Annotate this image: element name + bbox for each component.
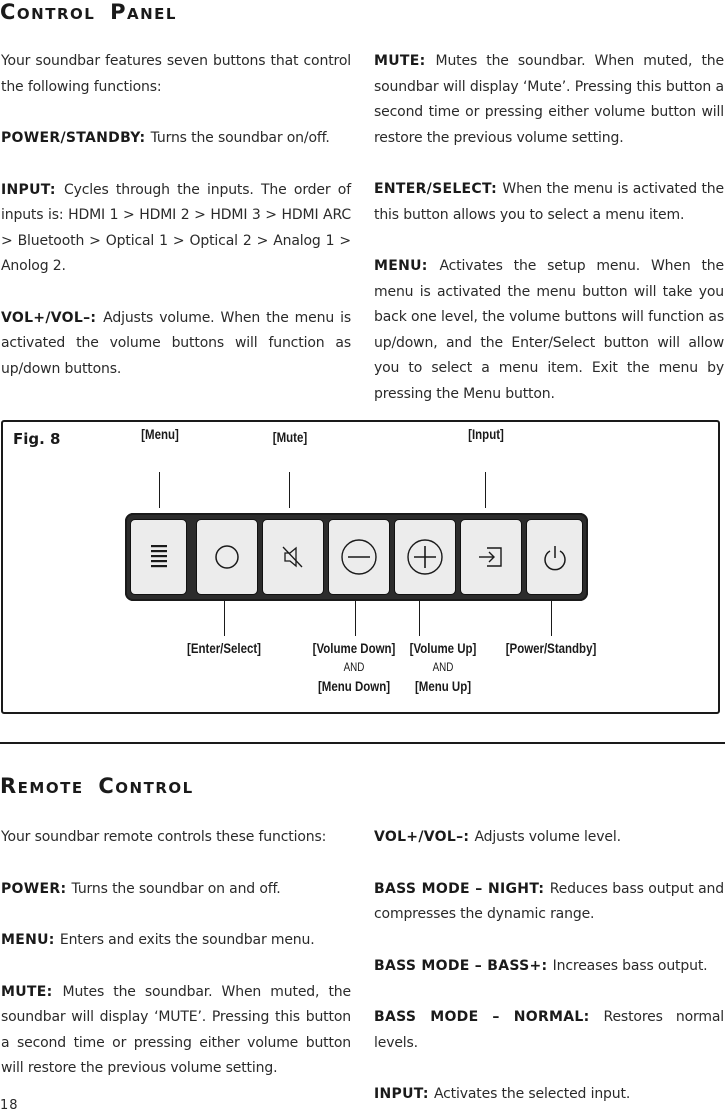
remote-mute-text: Mutes the soundbar. When muted, the soundbar will display ‘MUTE’. Pressing this button a second time or pressing either volume button will restore the previous volume setting. <box>1 983 351 1076</box>
enter-select-paragraph <box>374 177 724 228</box>
leader-volume-down <box>355 600 356 636</box>
remote-bass-night-paragraph <box>374 877 724 928</box>
enter-select-button[interactable] <box>196 519 258 595</box>
remote-input-term: INPUT: <box>374 1086 429 1102</box>
volume-paragraph <box>1 306 351 383</box>
remote-volume-text: Adjusts volume level. <box>474 829 621 845</box>
speaker-mute-icon <box>280 544 306 570</box>
remote-power-text: Turns the soundbar on and off. <box>71 880 281 897</box>
remote-input-text: Activates the selected input. <box>433 1086 631 1102</box>
remote-mute-term: MUTE: <box>1 983 53 1000</box>
volume-down-button[interactable] <box>328 519 390 595</box>
callout-volume-down: [Volume Down] <box>312 640 396 656</box>
remote-intro-paragraph <box>1 825 351 851</box>
callout-mute: [Mute] <box>272 429 308 445</box>
remote-bass-normal-paragraph <box>374 1005 724 1056</box>
remote-bass-night-text: Reduces bass output and compresses the dynamic range. <box>374 880 724 922</box>
remote-volume-term: VOL+/VOL–: <box>374 829 470 845</box>
enter-select-term: ENTER/SELECT: <box>374 181 497 197</box>
volume-up-button[interactable] <box>394 519 456 595</box>
remote-menu-paragraph <box>1 928 351 954</box>
menu-paragraph <box>374 254 724 407</box>
mute-term: MUTE: <box>374 53 426 69</box>
leader-input <box>485 472 486 508</box>
section-divider <box>0 742 725 744</box>
figure-label: Fig. 8 <box>13 430 61 448</box>
leader-mute <box>289 472 290 508</box>
callout-power-standby: [Power/Standby] <box>505 640 597 656</box>
callout-enter-select: [Enter/Select] <box>186 640 262 656</box>
input-term: INPUT: <box>1 181 56 198</box>
callout-menu-up: [Menu Up] <box>414 678 472 694</box>
callout-volume-down-and: AND <box>343 660 365 674</box>
callout-menu-down: [Menu Down] <box>317 678 391 694</box>
remote-intro-text: Your soundbar remote controls these functions: <box>1 829 327 845</box>
remote-bass-normal-term: BASS MODE – NORMAL: <box>374 1009 590 1025</box>
circle-icon <box>214 544 240 570</box>
input-paragraph <box>1 178 351 280</box>
power-standby-term: POWER/STANDBY: <box>1 130 146 146</box>
enter-select-text: When the menu is activated the this button allows you to select a menu item. <box>374 181 724 223</box>
plus-icon <box>406 538 444 576</box>
remote-input-paragraph <box>374 1082 724 1108</box>
soundbar-control-panel <box>125 513 588 601</box>
control-panel-left-column <box>1 49 351 382</box>
callout-menu: [Menu] <box>141 426 179 442</box>
power-standby-text: Turns the soundbar on/off. <box>150 130 330 146</box>
control-panel-heading: Control Panel <box>0 0 177 24</box>
callout-volume-up-group <box>400 638 485 697</box>
figure-8 <box>1 420 720 714</box>
remote-control-right-column <box>374 825 724 1108</box>
power-icon <box>542 543 568 571</box>
remote-menu-term: MENU: <box>1 932 55 948</box>
volume-text: Adjusts volume. When the menu is activated the volume buttons will function as up/down buttons. <box>1 309 351 377</box>
mute-paragraph <box>374 49 724 151</box>
remote-volume-paragraph <box>374 825 724 851</box>
menu-button[interactable] <box>130 519 187 595</box>
control-panel-right-column <box>374 49 724 407</box>
leader-power-standby <box>551 600 552 636</box>
page-number: 18 <box>0 1098 19 1113</box>
leader-menu <box>159 472 160 508</box>
remote-bass-night-term: BASS MODE – NIGHT: <box>374 880 545 897</box>
minus-icon <box>340 538 378 576</box>
power-standby-button[interactable] <box>526 519 583 595</box>
intro-paragraph <box>1 49 351 100</box>
remote-mute-paragraph <box>1 980 351 1082</box>
input-text: Cycles through the inputs. The order of inputs is: HDMI 1 > HDMI 2 > HDMI 3 > HDMI ARC > Bluetooth > Optical 1 > Optical 2 > Analog 1 > Anolog 2. <box>1 181 351 274</box>
leader-volume-up <box>419 600 420 636</box>
power-standby-paragraph <box>1 126 351 152</box>
mute-text: Mutes the soundbar. When muted, the soundbar will display ‘Mute’. Pressing this button a second time or pressing either volume button will restore the previous volume setting. <box>374 53 724 146</box>
remote-control-heading: Remote Control <box>0 774 194 798</box>
callout-input: [Input] <box>468 426 504 442</box>
remote-bass-plus-term: BASS MODE – BASS+: <box>374 957 548 974</box>
input-button[interactable] <box>460 519 522 595</box>
remote-power-term: POWER: <box>1 880 67 897</box>
remote-bass-plus-paragraph <box>374 954 724 980</box>
menu-text: Activates the setup menu. When the menu is activated the menu button will take you back one level, the volume buttons will function as up/down, and the Enter/Select button will allow you to select a menu item. Exit the menu by pressing the Menu button. <box>374 258 724 402</box>
remote-bass-normal-text: Restores normal levels. <box>374 1009 724 1051</box>
remote-menu-text: Enters and exits the soundbar menu. <box>59 932 315 948</box>
callout-volume-down-group <box>302 638 405 697</box>
input-arrow-icon <box>477 544 505 570</box>
callout-volume-up-and: AND <box>432 660 454 674</box>
callout-volume-up: [Volume Up] <box>409 640 477 656</box>
mute-button[interactable] <box>262 519 324 595</box>
remote-control-left-column <box>1 825 351 1082</box>
intro-text: Your soundbar features seven buttons that control the following functions: <box>1 53 351 95</box>
menu-term: MENU: <box>374 258 428 274</box>
remote-bass-plus-text: Increases bass output. <box>552 957 708 974</box>
remote-power-paragraph <box>1 877 351 903</box>
leader-enter-select <box>224 600 225 636</box>
menu-lines-icon <box>151 544 167 570</box>
volume-term: VOL+/VOL–: <box>1 309 97 326</box>
